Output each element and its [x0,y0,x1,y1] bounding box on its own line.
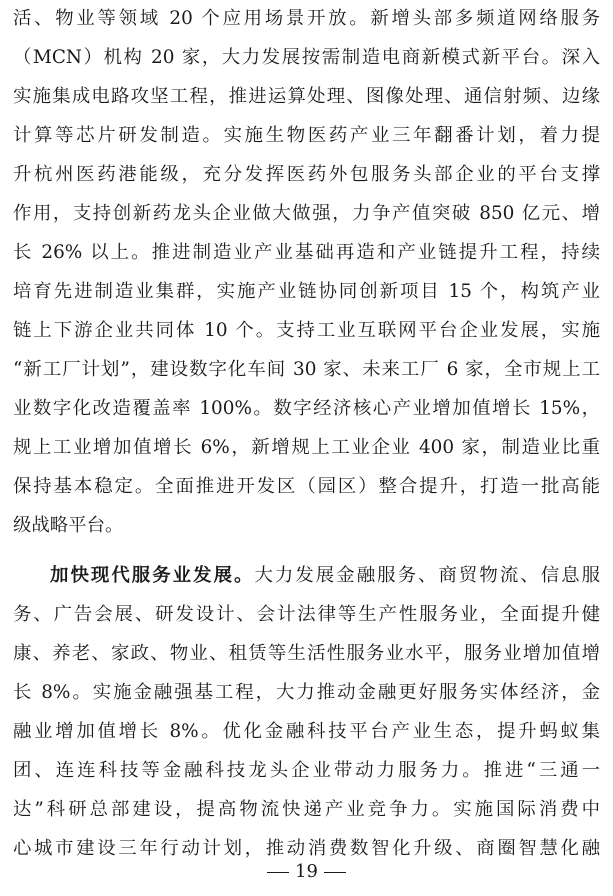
paragraph-line: 链上下游企业共同体 10 个。支持工业互联网平台企业发展，实施 [13,320,600,341]
paragraph-line: 康、养老、家政、物业、租赁等生活性服务业水平，服务业增加值增 [13,643,600,664]
dash-decoration [267,872,289,873]
paragraph-line: 融业增加值增长 8%。优化金融科技平台产业生态，提升蚂蚁集 [13,721,600,742]
paragraph-line: “新工厂计划”，建设数字化车间 30 家、未来工厂 6 家，全市规上工 [13,359,600,380]
paragraph-line: 务、广告会展、研发设计、会计法律等生产性服务业，全面提升健 [13,604,600,625]
paragraph-line: 达”科研总部建设，提高物流快递产业竞争力。实施国际消费中 [13,799,600,820]
paragraph-line: 计算等芯片研发制造。实施生物医药产业三年翻番计划，着力提 [13,125,600,146]
paragraph-line: 级战略平台。 [13,515,124,536]
paragraph-line: （MCN）机构 20 家，大力发展按需制造电商新模式新平台。深入 [13,47,600,68]
page-number-value: 19 [295,861,318,882]
paragraph-line: 保持基本稳定。全面推进开发区（园区）整合提升，打造一批高能 [13,476,600,497]
page-number [0,860,613,884]
paragraph-line: 作用，支持创新药龙头企业做大做强，力争产值突破 850 亿元、增 [13,203,600,224]
paragraph-line: 实施集成电路攻坚工程，推进运算处理、图像处理、通信射频、边缘 [13,86,600,107]
paragraph-line-text: 大力发展金融服务、商贸物流、信息服 [254,565,600,586]
dash-decoration [324,872,346,873]
paragraph-line: 升杭州医药港能级，充分发挥医药外包服务头部企业的平台支撑 [13,164,600,185]
section-heading: 加快现代服务业发展。 [50,565,255,586]
paragraph-line: 长 26% 以上。推进制造业产业基础再造和产业链提升工程，持续 [13,242,600,263]
paragraph-line: 心城市建设三年行动计划，推动消费数智化升级、商圈智慧化融 [13,838,600,859]
paragraph-line: 规上工业增加值增长 6%，新增规上工业企业 400 家，制造业比重 [13,437,600,458]
paragraph-line: 团、连连科技等金融科技龙头企业带动力服务力。推进“三通一 [13,760,600,781]
paragraph-line: 活、物业等领域 20 个应用场景开放。新增头部多频道网络服务 [13,8,600,29]
paragraph-first-line [50,563,600,589]
paragraph-line: 长 8%。实施金融强基工程，大力推动金融更好服务实体经济，金 [13,682,600,703]
paragraph-line: 培育先进制造业集群，实施产业链协同创新项目 15 个，构筑产业 [13,281,600,302]
paragraph-line: 业数字化改造覆盖率 100%。数字经济核心产业增加值增长 15%， [13,398,600,419]
